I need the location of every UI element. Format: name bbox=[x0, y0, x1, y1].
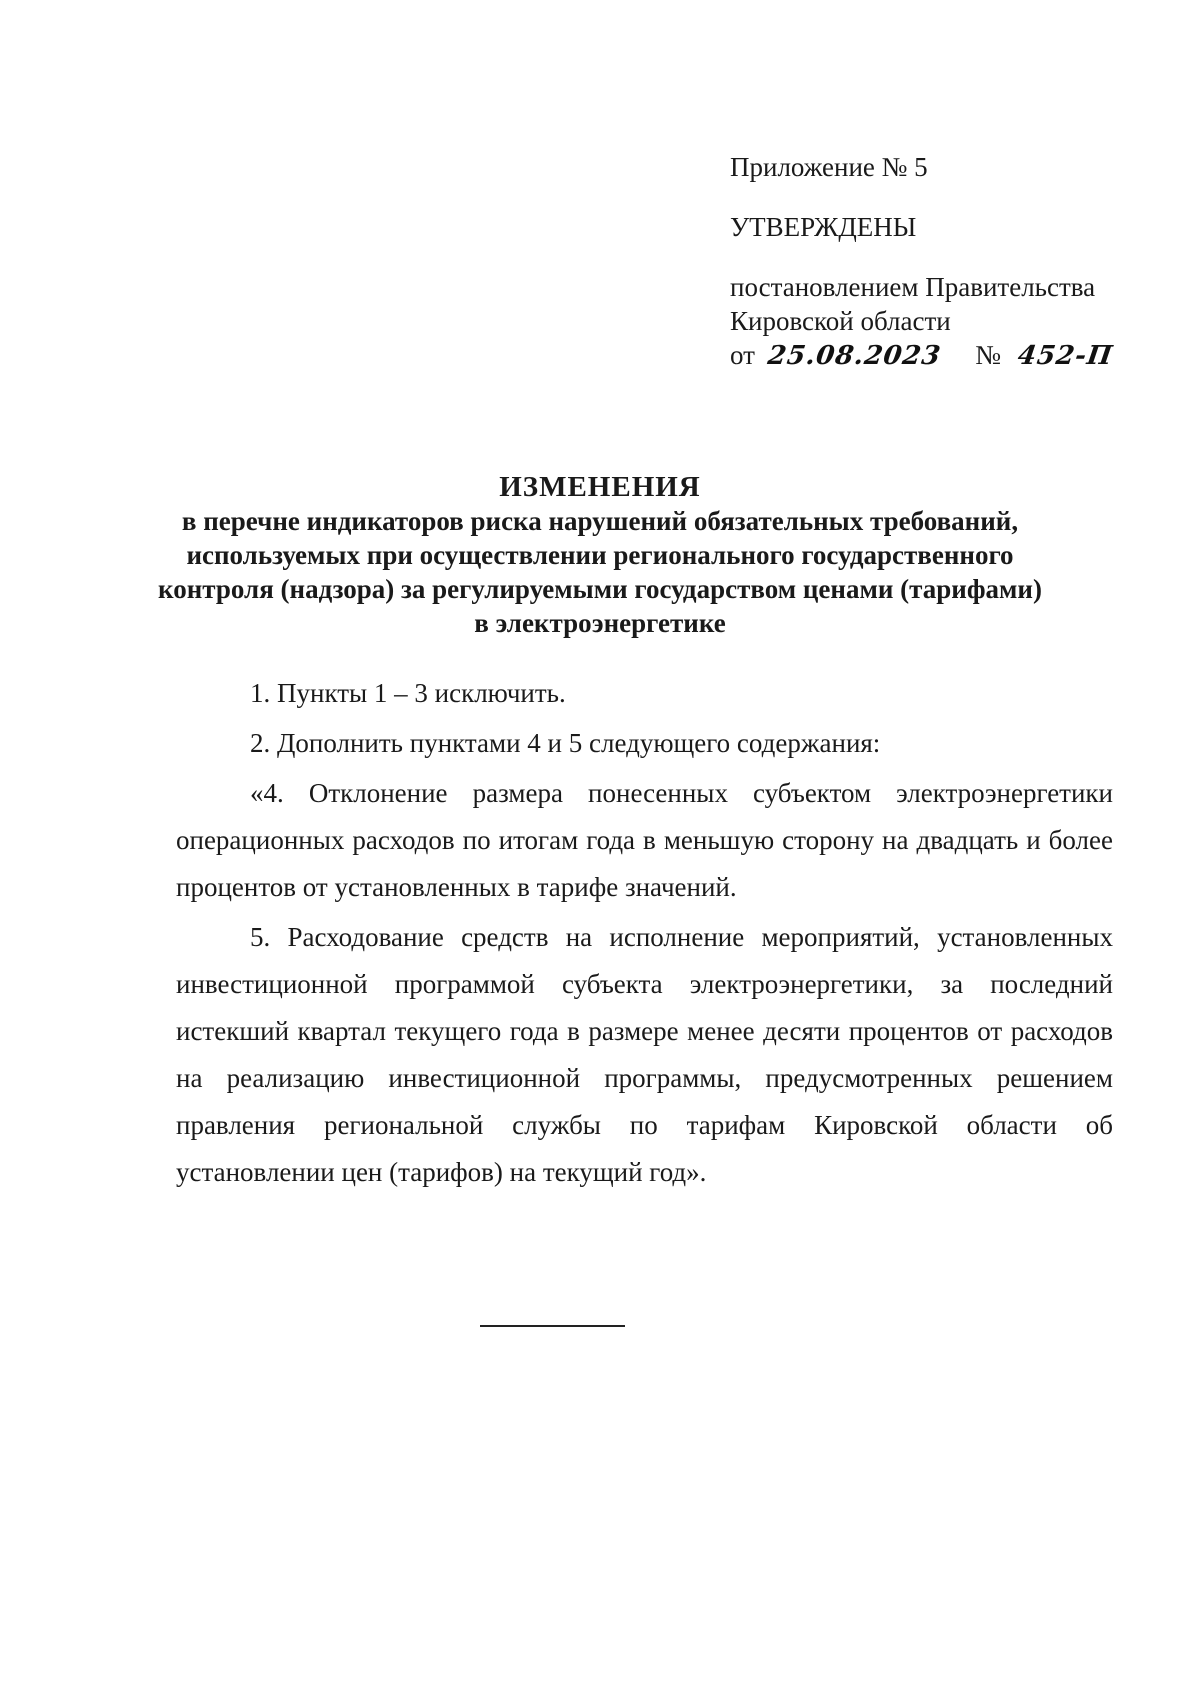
decree-line-2: Кировской области bbox=[730, 306, 951, 336]
closing-rule bbox=[480, 1325, 625, 1327]
annex-label: Приложение № 5 bbox=[730, 152, 928, 182]
title-line-3: контроля (надзора) за регулируемыми государством ценами (тарифами) bbox=[158, 574, 1042, 604]
document-body bbox=[176, 670, 1113, 1196]
number-prefix: № bbox=[975, 340, 1002, 370]
title-line-4: в электроэнергетике bbox=[474, 608, 726, 638]
date-prefix: от bbox=[730, 340, 755, 370]
handwritten-date: 25.08.2023 bbox=[765, 341, 943, 371]
approved-label: УТВЕРЖДЕНЫ bbox=[730, 212, 917, 242]
title-line-1: в перечне индикаторов риска нарушений обязательных требований, bbox=[181, 506, 1019, 536]
decree-date-number-line bbox=[730, 338, 1150, 373]
document-title bbox=[0, 470, 1200, 640]
paragraph-4: 5. Расходование средств на исполнение мероприятий, установленных инвестиционной программой субъекта электроэнергетики, за последний истекший квартал текущего года в размере менее десяти процентов от расходов на реализацию инвестиционной программы, предусмотренных решением правления региональной службы по тарифам Кировской области об установлении цен (тарифов) на текущий год». bbox=[176, 922, 1113, 1187]
paragraph-2: 2. Дополнить пунктами 4 и 5 следующего содержания: bbox=[250, 728, 881, 758]
paragraph-1: 1. Пункты 1 – 3 исключить. bbox=[250, 678, 566, 708]
decree-line-1: постановлением Правительства bbox=[730, 272, 1096, 302]
title-line-2: используемых при осуществлении регионального государственного bbox=[186, 540, 1014, 570]
title-heading: ИЗМЕНЕНИЯ bbox=[499, 471, 701, 503]
handwritten-number: 452-П bbox=[1015, 341, 1115, 371]
approval-block bbox=[730, 150, 1150, 373]
paragraph-3: «4. Отклонение размера понесенных субъектом электроэнергетики операционных расходов по итогам года в меньшую сторону на двадцать и более процентов от установленных в тарифе значений. bbox=[176, 778, 1113, 902]
